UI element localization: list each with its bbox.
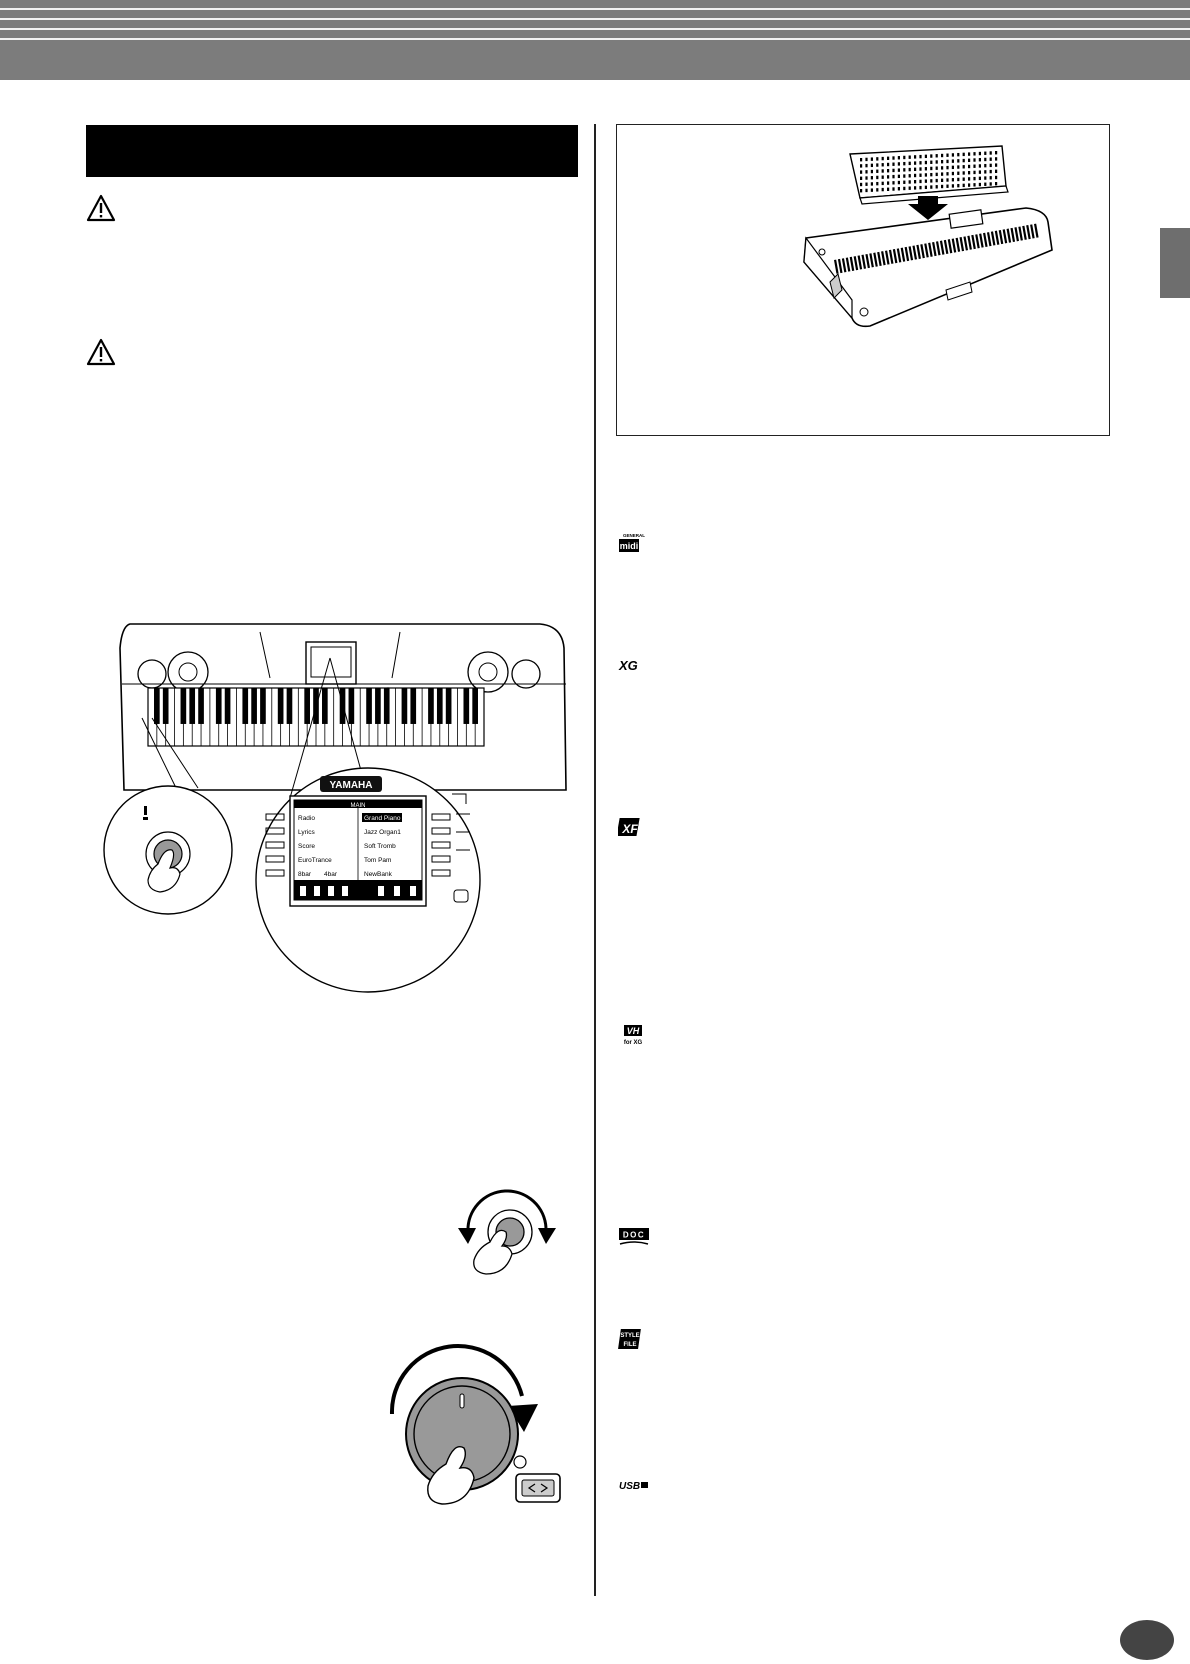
display-item: Soft Tromb (364, 843, 396, 850)
page-header-band (0, 0, 1190, 80)
logo-text: DOC (622, 1230, 646, 1240)
display-item: Grand Piano (364, 815, 401, 822)
logo-text: midi (619, 541, 639, 551)
logo-text: STYLE (620, 1333, 640, 1339)
display-item: Score (298, 843, 315, 850)
header-stripe (0, 18, 1190, 20)
doc-logo-icon (618, 1226, 650, 1248)
warning-triangle-icon (86, 338, 116, 366)
warning-triangle-icon (86, 194, 116, 222)
data-dial-illustration (450, 1188, 560, 1280)
column-divider (594, 124, 596, 1596)
display-item: Jazz Organ1 (364, 829, 401, 836)
logo-text: XG (619, 658, 638, 673)
header-stripe (0, 8, 1190, 10)
display-item: Radio (298, 815, 315, 822)
logo-text: for XG (623, 1040, 643, 1046)
keyboard-front-illustration (100, 618, 580, 1010)
logo-text: USB (619, 1481, 641, 1492)
chapter-side-tab (1160, 228, 1190, 298)
master-volume-illustration (388, 1336, 564, 1516)
logo-text: XF (622, 822, 638, 836)
display-item: EuroTrance (298, 857, 332, 864)
display-item: 8bar (298, 871, 312, 878)
usb-logo-icon (618, 1474, 650, 1496)
header-stripe (0, 38, 1190, 40)
xg-logo-icon (618, 654, 650, 676)
display-item: Lyrics (298, 829, 315, 836)
display-title: MAIN (350, 803, 366, 809)
logo-text: FILE (623, 1342, 637, 1348)
page-number-badge (1120, 1620, 1174, 1660)
header-stripe (0, 28, 1190, 30)
display-item: NewBank (364, 871, 392, 878)
keyboard-keys (148, 688, 484, 746)
display-item: 4bar (324, 871, 338, 878)
vocal-harmony-logo-icon (622, 1024, 654, 1046)
display-item: Tom Pam (364, 857, 392, 864)
section-heading-bar (86, 125, 578, 177)
logo-text: GENERAL (622, 533, 646, 538)
logo-text: VH (626, 1026, 640, 1036)
music-rest-illustration (790, 142, 1090, 342)
style-file-logo-icon (618, 1328, 650, 1350)
display-brand-logo: YAMAHA (329, 780, 373, 791)
general-midi-logo-icon (618, 532, 650, 554)
xf-logo-icon (618, 816, 650, 838)
